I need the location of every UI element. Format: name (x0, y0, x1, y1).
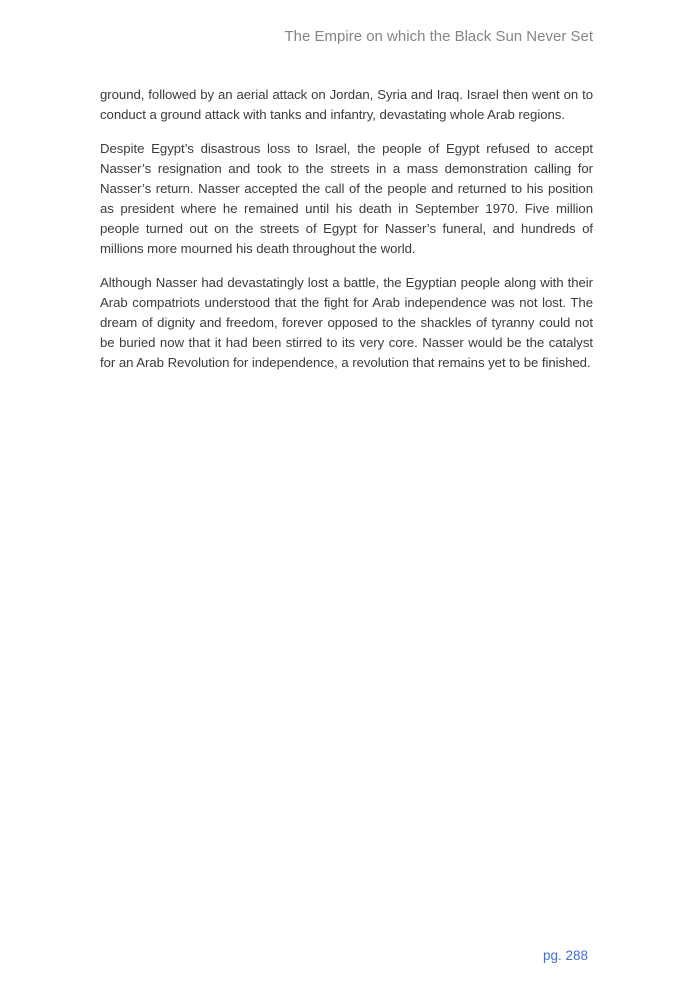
body-text-block (100, 85, 593, 373)
body-paragraph: Despite Egypt’s disastrous loss to Israel, the people of Egypt refused to accept Nasser’s resignation and took to the streets in a mass demonstration calling for Nasser’s return. Nasser accepted the call of the people and returned to his position as president where he remained until his death in September 1970. Five million people turned out on the streets of Egypt for Nasser’s funeral, and hundreds of millions more mourned his death throughout the world. (100, 141, 593, 256)
body-paragraph: Although Nasser had devastatingly lost a battle, the Egyptian people along with their Arab compatriots understood that the fight for Arab independence was not lost. The dream of dignity and freedom, forever opposed to the shackles of tyranny could not be buried now that it had been stirred to its very core. Nasser would be the catalyst for an Arab Revolution for independence, a revolution that remains yet to be finished. (100, 275, 593, 370)
page-number: pg. 288 (542, 948, 588, 963)
running-header: The Empire on which the Black Sun Never Set (284, 28, 593, 45)
body-paragraph: ground, followed by an aerial attack on Jordan, Syria and Iraq. Israel then went on to conduct a ground attack with tanks and infantry, devastating whole Arab regions. (100, 87, 593, 122)
